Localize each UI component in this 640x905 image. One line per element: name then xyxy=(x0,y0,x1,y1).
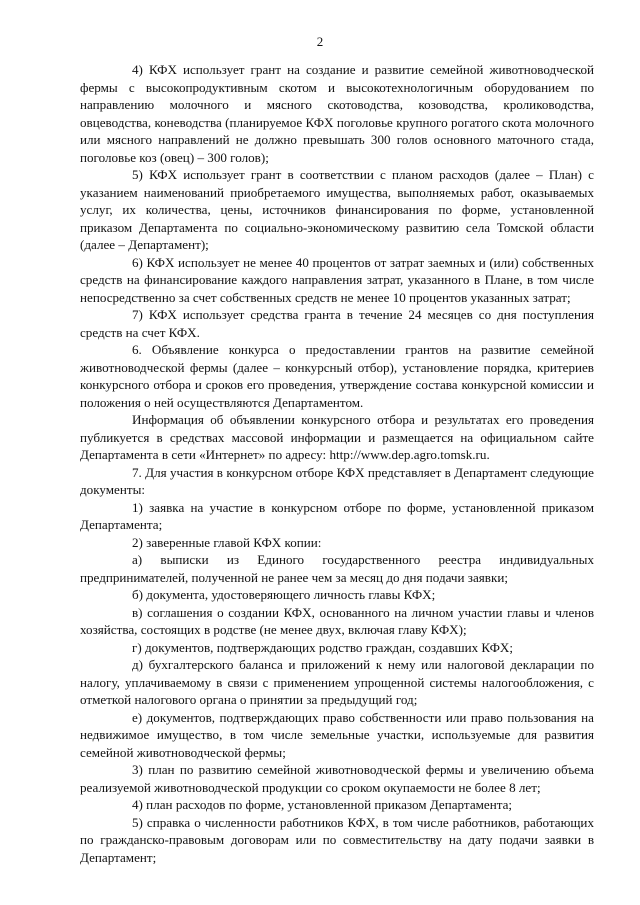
paragraph-balance-sheet: д) бухгалтерского баланса и приложений к нему или налоговой декларации по налогу, уплачиваемому в связи с применением упрощенной системы налогообложения, с отметкой налогового органа о принятии за предыдущий год; xyxy=(80,657,594,707)
paragraph-required-documents: 7. Для участия в конкурсном отборе КФХ представляет в Департамент следующие документы: xyxy=(80,464,594,497)
paragraph-kinship-documents: г) документов, подтверждающих родство граждан, создавших КФХ; xyxy=(132,639,514,655)
document-body xyxy=(80,61,594,866)
paragraph-property-documents: е) документов, подтверждающих право собственности или право пользования на недвижимое имущество, в том числе земельные участки, используемые для развития семейной животноводческой фермы; xyxy=(80,709,594,760)
paragraph-expense-plan-form: 4) план расходов по форме, установленной приказом Департамента; xyxy=(132,797,513,812)
paragraph-founding-agreement: в) соглашения о создании КФХ, основанного на личном участии главы и членов хозяйства, состоящих в родстве (не менее двух, включая главу КФХ); xyxy=(80,604,594,637)
paragraph-contest-announcement: 6. Объявление конкурса о предоставлении грантов на развитие семейной животноводческой фермы (далее – конкурсный отбор), установление порядка, критериев конкурсного отбора и сроков его проведения, утверждение состава конкурсной комиссии и положения о ней осуществляются Департаментом. xyxy=(80,342,594,410)
paragraph-certified-copies: 2) заверенные главой КФХ копии: xyxy=(132,534,322,550)
paragraph-grant-term: 7) КФХ использует средства гранта в течение 24 месяцев со дня поступления средств на счет КФХ. xyxy=(80,307,594,340)
paragraph-grant-purpose: 4) КФХ использует грант на создание и развитие семейной животноводческой фермы с высокопродуктивным скотом и высокотехнологичным оборудованием по направлению молочного и мясного скотоводства, козоводства, кролиководства, овцеводства, коневодства (планируемое КФХ поголовье крупного рогатого скота молочного или мясного направлений не должно превышать 300 голов основного маточного стада, поголовье коз (овец) – 300 голов); xyxy=(80,62,594,165)
paragraph-expense-plan: 5) КФХ использует грант в соответствии с планом расходов (далее – План) с указанием наименований приобретаемого имущества, выполняемых работ, оказываемых услуг, их количества, цены, источников финансирования по форме, установленной приказом Департамента по социально-экономическому развитию села Томской области (далее – Департамент); xyxy=(80,167,594,252)
paragraph-registry-extract: а) выписки из Единого государственного реестра индивидуальных предпринимателей, полученной не ранее чем за месяц до дня подачи заявки; xyxy=(80,552,594,585)
paragraph-application: 1) заявка на участие в конкурсном отборе по форме, установленной приказом Департамента; xyxy=(80,499,594,532)
paragraph-contest-information: Информация об объявлении конкурсного отбора и результатах его проведения публикуется в средствах массовой информации и размещается на официальном сайте Департамента в сети «Интернет» по адресу: http://www.dep.agro.tomsk.ru. xyxy=(80,412,594,462)
paragraph-identity-document: б) документа, удостоверяющего личность главы КФХ; xyxy=(132,587,436,602)
paragraph-staff-certificate: 5) справка о численности работников КФХ, в том числе работников, работающих по гражданско-правовым договорам или по совместительству на дату подачи заявки в Департамент; xyxy=(80,814,594,865)
paragraph-own-funds: 6) КФХ использует не менее 40 процентов от затрат заемных и (или) собственных средств на финансирование каждого направления затрат, указанного в Плане, в том числе непосредственно за счет собственных средств не менее 10 процентов указанных затрат; xyxy=(80,254,594,305)
paragraph-development-plan: 3) план по развитию семейной животноводческой фермы и увеличению объема реализуемой животноводческой продукции со сроком окупаемости не более 8 лет; xyxy=(80,762,594,795)
page-number: 2 xyxy=(316,34,324,49)
